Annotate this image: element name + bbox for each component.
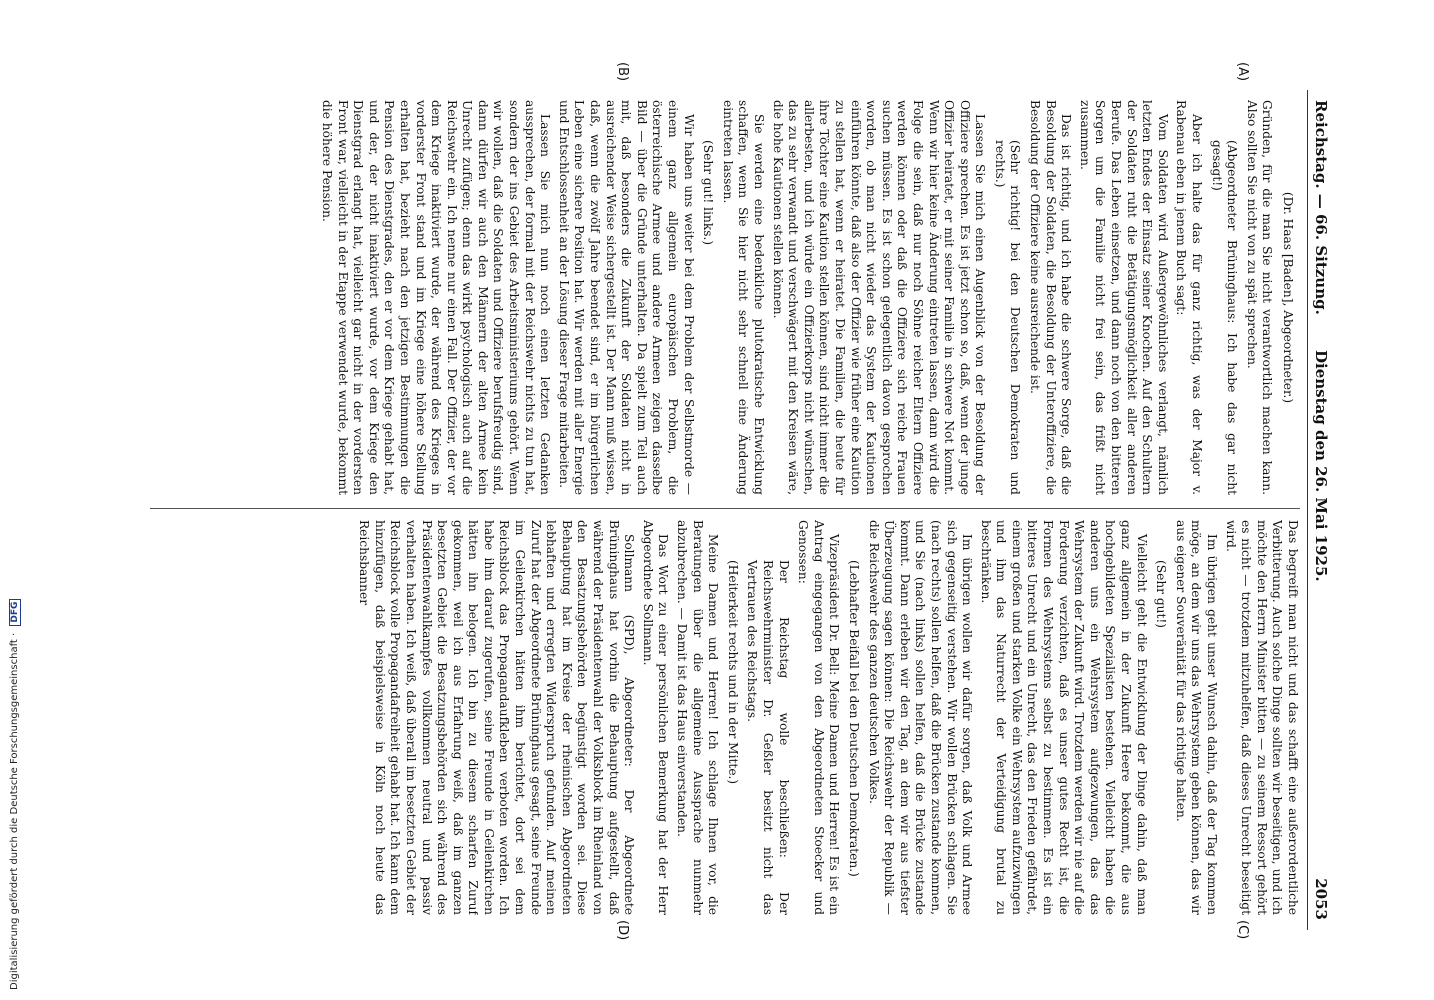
text-paragraph: Das ist richtig, und ich habe die schwere Sorge, daß die Besoldung der Soldaten, die Besoldung der Unteroffiziere, die Besoldung der Offiziere keine ausreichende ist.	[1028, 100, 1074, 495]
text-paragraph: Im übrigen wollen wir dafür sorgen, daß Volk und Armee sich gegenseitig verstehen. Wir wollen Brücken schlagen. Sie (nach rechts) sollen helfen, daß die Brücken zustande kommen, und Sie (nach links) sollen helfen, daß die Brücke zustande kommt. Dann erleben wir den Tag, an dem wir aus tiefster Überzeugung sagen können: Die Reichswehr der Republik — die Reichswehr des ganzen deutschen Volkes.	[866, 520, 975, 915]
text-paragraph: Aber ich halte das für ganz richtig, was der Major v. Rabenau eben in jenem Buch sagt:	[1174, 100, 1205, 495]
dfg-logo: DFG	[9, 599, 21, 626]
interjection-paragraph: (Sehr gut!)	[1154, 560, 1169, 629]
text-paragraph: Das begreift man nicht und das schafft eine außerordentliche Verbitterung. Auch solche Dinge sollten wir beseitigen, und ich möchte den Herrn Minister bitten — zu seinem Ressort gehört es nicht — trotzdem mitzuhelfen, daß dieses Unrecht beseitigt wird.	[1223, 520, 1300, 915]
interjection-paragraph: (Lebhafter Beifall bei den Deutschen Demokraten.)	[846, 560, 861, 877]
text-paragraph: Lassen Sie mich einen Augenblick von der Besoldung der Offiziere sprechen. Es ist jetzt schon so, daß, wenn der junge Offizier heiratet, er mit seiner Familie in schwere Not kommt. Wenn wir hier keine Änderung eintreten lassen, dann wird die Folge die sein, daß nur noch Söhne reicher Eltern Offiziere werden können oder daß die Offiziere sich reiche Frauen suchen müssen. Es ist schon gelegentlich davon gesprochen worden, ob man nicht wieder das System der Kautionen einführen könnte, daß also der Offizier wie früher eine Kaution zu stellen hat, wenn er heiratet. Die Familien, die heute für ihre Töchter eine Kaution stellen können, sind nicht immer die allerbesten, und ich würde ein Offizierkorps nicht wünschen, das zu sehr verwandt und verschwägert mit den Kreisen wäre, die hohe Kautionen stellen können.	[770, 100, 988, 495]
interjection-paragraph: Der Reichstag wolle beschließen: Der Reichswehrminister Dr. Geßler besitzt nicht das Vertrauen des Reichstags.	[745, 560, 791, 915]
digitization-credit-strip	[0, 0, 18, 1000]
text-paragraph: Das Wort zu einer persönlichen Bemerkung hat der Herr Abgeordnete Sollmann.	[640, 520, 671, 915]
interjection-paragraph: (Sehr gut! links.)	[701, 140, 716, 246]
text-paragraph: Gründen, für die man Sie nicht verantwortlich machen kann. Also sollten Sie nicht von zu spät sprechen.	[1244, 100, 1275, 495]
text-paragraph: Wir haben uns weiter bei dem Problem der Selbstmorde — einem ganz allgemein europäischen Problem, die österreichische Armee und andere Armeen zeigen dasselbe Bild — über die Gründe unterhalten. Da spielt zum Teil auch mit, daß besonders die Zukunft der Soldaten nicht in ausreichender Weise sichergestellt ist. Der Mann muß wissen, daß, wenn die zwölf Jahre beendet sind, er im bürgerlichen Leben eine sichere Position hat. Wir werden mit aller Energie und Entschlossenheit an der Lösung dieser Frage mitarbeiten.	[556, 100, 696, 495]
interjection-paragraph: (Abgeordneter Brüninghaus: Ich habe das gar nicht gesagt!)	[1209, 140, 1240, 495]
text-paragraph: Sie werden eine bedenkliche plutokratische Entwicklung schaffen, wenn Sie hier nicht sehr schnell eine Änderung eintreten lassen.	[720, 100, 766, 495]
interjection-paragraph: (Heiterkeit rechts und in der Mitte.)	[725, 560, 740, 785]
text-paragraph: Vom Soldaten wird Außergewöhnliches verlangt, nämlich letzten Endes der Einsatz seiner Knochen. Auf den Schultern der Soldaten ruht die Betätigungsmöglichkeit aller anderen Berufe. Das Leben einsetzen, und dann noch von den bitteren Sorgen um die Familie nicht frei sein, das frißt nicht zusammen.	[1077, 100, 1170, 495]
column-divider	[150, 508, 1300, 509]
interjection-paragraph: (Sehr richtig! bei den Deutschen Demokraten und rechts.)	[992, 140, 1023, 495]
digitization-credit	[9, 599, 21, 990]
text-paragraph: Vizepräsident Dr. Bell: Meine Damen und Herren! Es ist ein Antrag eingegangen von den Abgeordneten Stoecker und Genossen:	[796, 520, 842, 915]
text-paragraph: Meine Damen und Herren! Ich schlage Ihnen vor, die Beratungen über die allgemeine Aussprache nunmehr abzubrechen. — Damit ist das Haus einverstanden.	[675, 520, 721, 915]
header-date: Dienstag den 26. Mai 1925.	[1312, 350, 1330, 582]
left-column	[140, 100, 1300, 495]
header-session: Reichstag. — 66. Sitzung.	[1312, 100, 1330, 315]
digitization-credit-text: Digitalisierung gefördert durch die Deutsche Forschungsgemeinschaft ·	[9, 632, 20, 990]
right-column	[140, 520, 1300, 915]
page-number: 2053	[1312, 878, 1330, 920]
text-paragraph: Im übrigen geht unser Wunsch dahin, daß der Tag kommen möge, an dem wir uns das Wehrsystem geben können, das wir aus eigener Souveränität für das richtige halten.	[1173, 520, 1220, 915]
margin-mark-b: (B)	[615, 62, 630, 82]
margin-mark-d: (D)	[615, 920, 630, 941]
margin-mark-a: (A)	[1235, 62, 1250, 82]
text-paragraph: Vielleicht geht die Entwicklung der Dinge dahin, daß man ganz allgemein in der Zukunft Heere bekommt, die aus hochgebildeten Spezialisten bestehen. Vielleicht haben die anderen uns ein Wehrsystem aufgezwungen, das das Wehrsystem der Zukunft wird. Trotzdem werden wir nie auf die Forderung verzichten, daß es unser gutes Recht ist, die Formen des Wehrsystems selbst zu bestimmen. Es ist ein bitteres Unrecht und ein Unrecht, das den Frieden gefährdet, einem großen und starken Volke ein Wehrsystem aufzuzwingen und ihm das Naturrecht der Verteidigung brutal zu beschränken.	[978, 520, 1149, 915]
page-header	[1307, 90, 1330, 930]
margin-mark-c: (C)	[1235, 920, 1250, 940]
rotated-document-page	[130, 62, 1330, 941]
text-paragraph: Sollmann (SPD), Abgeordneter: Der Abgeordnete Brüninghaus hat vorhin die Behauptung aufgestellt, daß während der Präsidentenwahl der Volksblock im Rheinland von den Besatzungsbehörden begünstigt worden sei. Diese Behauptung hat im Kreise der rheinischen Abgeordneten lebhaften und erregten Widerspruch gefunden. Auf meinen Zuruf hat der Abgeordnete Brüninghaus gesagt, seine Freunde im Geilenkirchen hätten ihm berichtet, dort sei dem Reichsblock das Propagandaufkleben verboten worden. Ich habe ihm darauf zugerufen, seine Freunde in Geilenkirchen hätten ihn belogen. Ich bin zu diesem scharfen Zuruf gekommen, weil ich aus Erfahrung weiß, daß im ganzen besetzten Gebiet die Besatzungsbehörden sich während des Präsidentenwahlkampfes vollkommen neutral und passiv verhalten haben. Ich weiß, daß überall im besetzten Gebiet der Reichsblock volle Propagandafreiheit gehabt hat. Ich kann dem hinzufügen, daß beispielsweise in Köln noch heute das Reichsbanner	[357, 520, 637, 915]
text-paragraph: Lassen Sie mich nun noch einen letzten Gedanken aussprechen, der formal mit der Reichswehr nichts zu tun hat, sondern der ins Gebiet des Arbeitsministeriums gehört. Wenn wir wollen, daß die Soldaten und Offiziere berufsfreudig sind, dann dürfen wir auch den Männern der alten Armee kein Unrecht zufügen; denn das wirkt psychologisch auch auf die Reichswehr ein. Ich nenne nur einen Fall. Der Offizier, der vor dem Kriege inaktiviert wurde, der während des Krieges in vorderster Front stand und im Kriege eine höhere Stellung erhalten hat, bezieht nach den jetzigen Bestimmungen die Pension des Dienstgrades, den er vor dem Kriege gehabt hat, und der, der nicht inaktiviert wurde, vor dem Kriege den Dienstgrad erlangt hat, vielleicht gar nicht in der vordersten Front war, vielleicht in der Etappe verwendet wurde, bekommt die höhere Pension.	[319, 100, 553, 495]
text-paragraph: (Dr. Haas [Baden], Abgeordneter.)	[1281, 191, 1295, 404]
